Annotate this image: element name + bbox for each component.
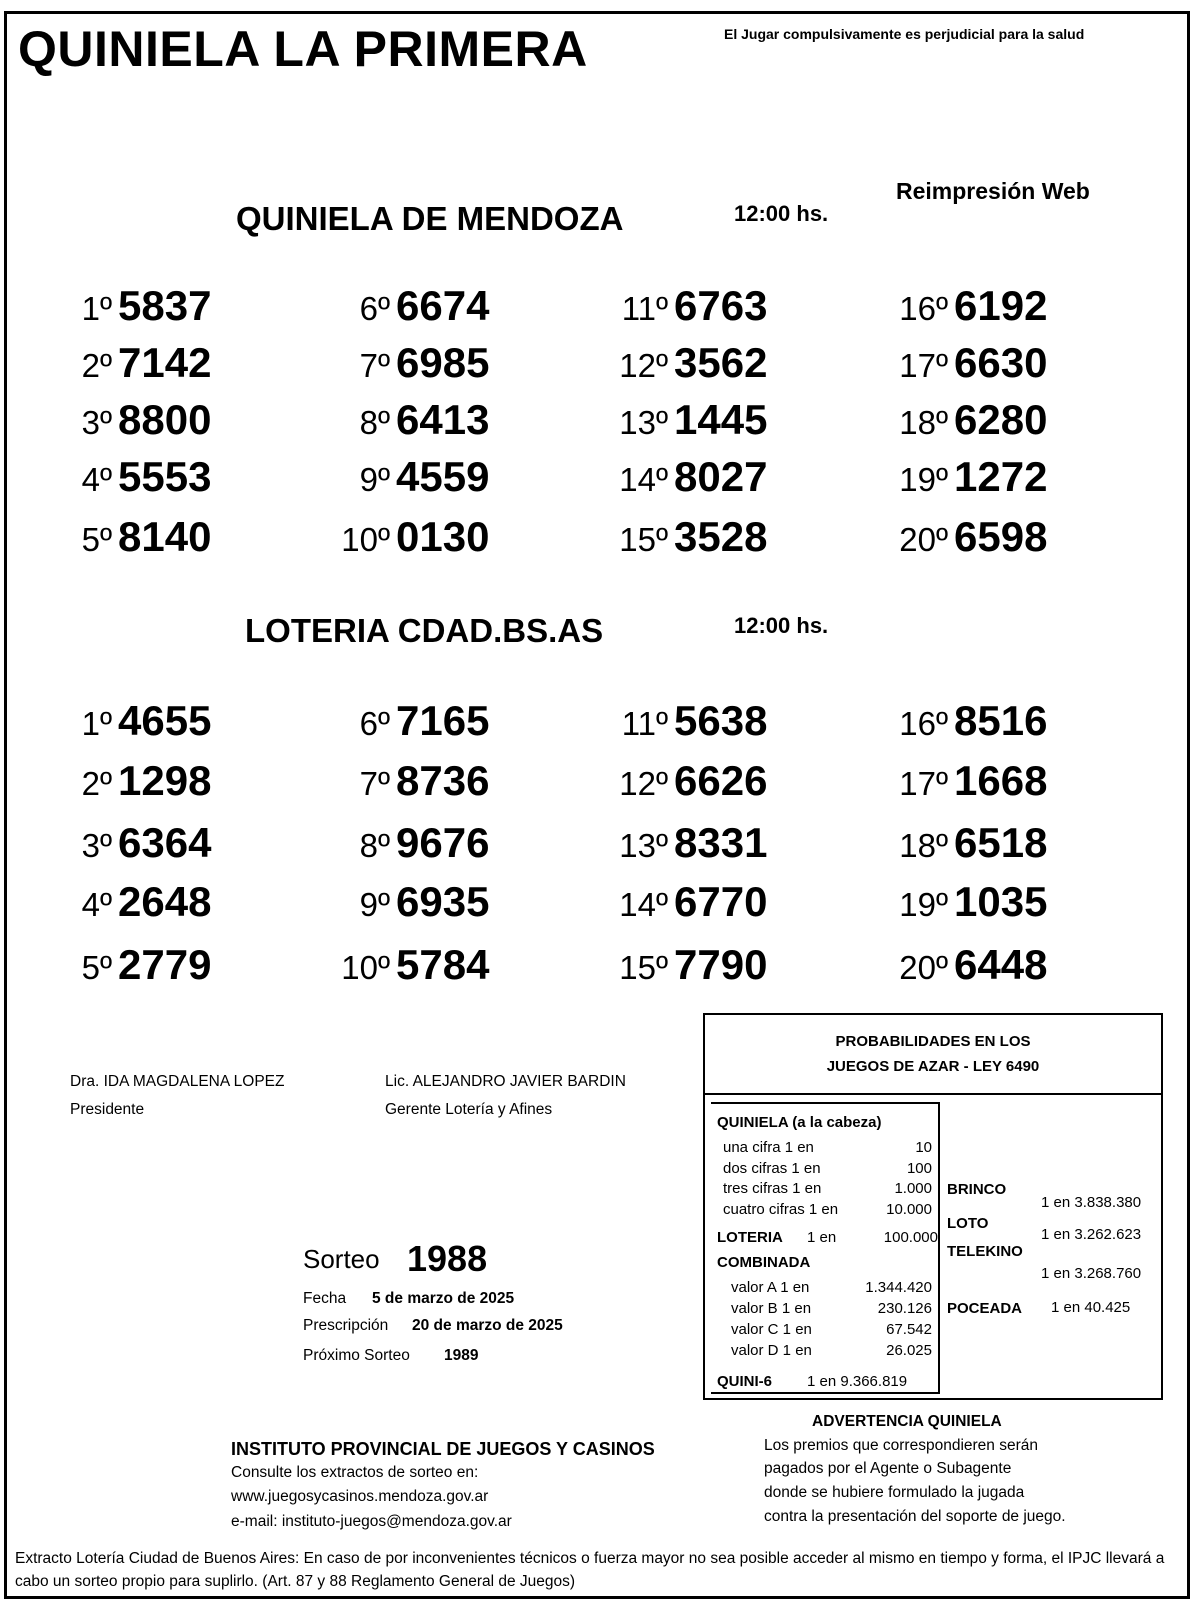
result-position: 19º bbox=[899, 461, 948, 498]
result-number: 6674 bbox=[396, 282, 490, 329]
signature-left-name: Dra. IDA MAGDALENA LOPEZ bbox=[70, 1073, 285, 1090]
result-position: 20º bbox=[899, 949, 948, 986]
result-position: 18º bbox=[899, 404, 948, 441]
mendoza-section-title: QUINIELA DE MENDOZA bbox=[236, 200, 624, 237]
fecha-label: Fecha bbox=[303, 1290, 347, 1307]
result-position: 2º bbox=[81, 765, 112, 802]
result-cell bbox=[70, 513, 211, 561]
result-position: 19º bbox=[899, 886, 948, 923]
result-number: 6598 bbox=[954, 513, 1048, 560]
result-number: 2779 bbox=[118, 941, 212, 988]
result-position: 1º bbox=[81, 290, 112, 327]
odds-row-label: valor B 1 en bbox=[731, 1300, 812, 1317]
result-position: 11º bbox=[621, 290, 668, 327]
result-number: 8331 bbox=[674, 819, 768, 866]
result-cell bbox=[588, 396, 767, 444]
result-cell bbox=[868, 513, 1047, 561]
odds-row-value: 67.542 bbox=[886, 1321, 932, 1338]
loteria-odds-text: 1 en bbox=[807, 1229, 837, 1246]
signature-left-role: Presidente bbox=[70, 1101, 145, 1118]
result-cell bbox=[588, 757, 767, 805]
result-number: 9676 bbox=[396, 819, 490, 866]
signature-right-role: Gerente Lotería y Afines bbox=[385, 1101, 553, 1118]
result-position: 12º bbox=[619, 765, 668, 802]
result-position: 10º bbox=[341, 521, 390, 558]
result-cell bbox=[310, 282, 489, 330]
result-number: 6763 bbox=[674, 282, 768, 329]
result-cell bbox=[70, 282, 211, 330]
odds-row-label: valor A 1 en bbox=[731, 1279, 810, 1296]
result-cell bbox=[868, 339, 1047, 387]
poceada-odds-label: POCEADA bbox=[947, 1300, 1023, 1317]
loto-odds-value: 1 en 3.262.623 bbox=[1041, 1226, 1142, 1243]
result-number: 6518 bbox=[954, 819, 1048, 866]
result-cell bbox=[310, 878, 489, 926]
result-cell bbox=[310, 697, 489, 745]
sorteo-number: 1988 bbox=[407, 1238, 488, 1279]
odds-row-label: una cifra 1 en bbox=[723, 1139, 814, 1156]
result-cell bbox=[70, 819, 211, 867]
result-number: 1445 bbox=[674, 396, 768, 443]
advertencia-line1: Los premios que correspondieren serán bbox=[764, 1437, 1038, 1454]
probabilities-header bbox=[705, 1015, 1161, 1095]
result-position: 4º bbox=[81, 461, 112, 498]
result-number: 3562 bbox=[674, 339, 768, 386]
fecha-value: 5 de marzo de 2025 bbox=[372, 1290, 515, 1307]
proximo-label: Próximo Sorteo bbox=[303, 1347, 410, 1364]
result-number: 6364 bbox=[118, 819, 212, 866]
sorteo-label: Sorteo bbox=[303, 1244, 380, 1274]
result-position: 9º bbox=[359, 461, 390, 498]
result-cell bbox=[588, 453, 767, 501]
result-cell bbox=[868, 757, 1047, 805]
advertencia-line3: donde se hubiere formulado la jugada bbox=[764, 1484, 1025, 1501]
result-position: 15º bbox=[619, 521, 668, 558]
result-number: 6448 bbox=[954, 941, 1048, 988]
result-position: 11º bbox=[621, 705, 668, 742]
result-cell bbox=[70, 878, 211, 926]
document-title: QUINIELA LA PRIMERA bbox=[18, 21, 588, 77]
result-position: 13º bbox=[619, 827, 668, 864]
telekino-odds-label: TELEKINO bbox=[947, 1243, 1023, 1260]
result-cell bbox=[588, 513, 767, 561]
odds-row-label: valor C 1 en bbox=[731, 1321, 812, 1338]
result-number: 5784 bbox=[396, 941, 490, 988]
result-number: 8516 bbox=[954, 697, 1048, 744]
result-position: 18º bbox=[899, 827, 948, 864]
odds-row-label: valor D 1 en bbox=[731, 1342, 812, 1359]
result-position: 7º bbox=[359, 765, 390, 802]
brinco-odds-value: 1 en 3.838.380 bbox=[1041, 1194, 1142, 1211]
bsas-section-title: LOTERIA CDAD.BS.AS bbox=[245, 612, 604, 649]
result-number: 2648 bbox=[118, 878, 212, 925]
odds-row-value: 1.000 bbox=[894, 1180, 932, 1197]
result-number: 8800 bbox=[118, 396, 212, 443]
result-cell bbox=[868, 282, 1047, 330]
result-position: 17º bbox=[899, 765, 948, 802]
loteria-odds-label: LOTERIA bbox=[717, 1229, 783, 1246]
result-number: 6985 bbox=[396, 339, 490, 386]
odds-row-label: tres cifras 1 en bbox=[723, 1180, 822, 1197]
institute-line1: Consulte los extractos de sorteo en: bbox=[231, 1464, 479, 1481]
result-position: 14º bbox=[619, 886, 668, 923]
result-cell bbox=[588, 282, 767, 330]
result-position: 3º bbox=[81, 827, 112, 864]
result-cell bbox=[588, 878, 767, 926]
result-number: 5638 bbox=[674, 697, 768, 744]
health-warning: El Jugar compulsivamente es perjudicial para la salud bbox=[724, 26, 1085, 42]
result-cell bbox=[70, 339, 211, 387]
advertencia-line2: pagados por el Agente o Subagente bbox=[764, 1460, 1012, 1477]
result-cell bbox=[868, 941, 1047, 989]
result-number: 8027 bbox=[674, 453, 768, 500]
loteria-odds-value: 100.000 bbox=[883, 1229, 938, 1246]
result-cell bbox=[310, 339, 489, 387]
advertencia-line4: contra la presentación del soporte de juego. bbox=[764, 1508, 1066, 1525]
result-cell bbox=[310, 396, 489, 444]
odds-row-value: 26.025 bbox=[886, 1342, 932, 1359]
result-cell bbox=[868, 697, 1047, 745]
result-position: 8º bbox=[359, 827, 390, 864]
result-position: 12º bbox=[619, 347, 668, 384]
result-position: 16º bbox=[899, 705, 948, 742]
advertencia-title: ADVERTENCIA QUINIELA bbox=[812, 1413, 1002, 1430]
result-cell bbox=[310, 757, 489, 805]
result-number: 5553 bbox=[118, 453, 212, 500]
result-position: 9º bbox=[359, 886, 390, 923]
result-position: 1º bbox=[81, 705, 112, 742]
footer-disclaimer: Extracto Lotería Ciudad de Buenos Aires: En caso de por inconvenientes técnicos o fuerza mayor no sea posible acceder al mismo en tiempo y forma, el IPJC llevará a cabo un sorteo propio para suplirlo. (Art. 87 y 88 Reglamento General de Juegos) bbox=[15, 1550, 1165, 1590]
result-position: 13º bbox=[619, 404, 668, 441]
result-number: 4655 bbox=[118, 697, 212, 744]
result-number: 6935 bbox=[396, 878, 490, 925]
probabilities-title-line2: JUEGOS DE AZAR - LEY 6490 bbox=[826, 1058, 1040, 1075]
result-number: 6192 bbox=[954, 282, 1048, 329]
telekino-odds-value: 1 en 3.268.760 bbox=[1041, 1265, 1142, 1282]
quini6-odds-label: QUINI-6 bbox=[717, 1373, 773, 1390]
result-cell bbox=[310, 941, 489, 989]
result-number: 6626 bbox=[674, 757, 768, 804]
result-cell bbox=[310, 453, 489, 501]
result-number: 1298 bbox=[118, 757, 212, 804]
quini6-odds-value: 1 en 9.366.819 bbox=[807, 1373, 908, 1390]
result-cell bbox=[588, 941, 767, 989]
result-number: 7165 bbox=[396, 697, 490, 744]
result-position: 7º bbox=[359, 347, 390, 384]
result-position: 16º bbox=[899, 290, 948, 327]
loto-odds-label: LOTO bbox=[947, 1215, 989, 1232]
result-cell bbox=[70, 453, 211, 501]
result-position: 17º bbox=[899, 347, 948, 384]
probabilities-title-line1: PROBABILIDADES EN LOS bbox=[835, 1033, 1031, 1050]
result-number: 6630 bbox=[954, 339, 1048, 386]
bsas-draw-time: 12:00 hs. bbox=[734, 613, 829, 638]
result-number: 3528 bbox=[674, 513, 768, 560]
result-cell bbox=[70, 941, 211, 989]
quiniela-odds-label: QUINIELA (a la cabeza) bbox=[717, 1114, 882, 1131]
result-position: 10º bbox=[341, 949, 390, 986]
result-position: 4º bbox=[81, 886, 112, 923]
result-number: 8140 bbox=[118, 513, 212, 560]
result-number: 5837 bbox=[118, 282, 212, 329]
odds-row-value: 230.126 bbox=[877, 1300, 932, 1317]
odds-row-value: 100 bbox=[906, 1159, 932, 1177]
result-cell bbox=[868, 453, 1047, 501]
proximo-value: 1989 bbox=[444, 1347, 479, 1364]
reprint-label: Reimpresión Web bbox=[896, 178, 1090, 204]
result-cell bbox=[70, 757, 211, 805]
result-cell bbox=[868, 819, 1047, 867]
odds-row-label: cuatro cifras 1 en bbox=[723, 1200, 839, 1218]
result-number: 7142 bbox=[118, 339, 212, 386]
result-number: 4559 bbox=[396, 453, 490, 500]
result-number: 0130 bbox=[396, 513, 490, 560]
result-position: 5º bbox=[81, 949, 112, 986]
result-position: 6º bbox=[359, 705, 390, 742]
odds-row-value: 10.000 bbox=[886, 1200, 932, 1218]
result-cell bbox=[588, 697, 767, 745]
result-cell bbox=[70, 396, 211, 444]
institute-website: www.juegosycasinos.mendoza.gov.ar bbox=[231, 1488, 489, 1505]
institute-email: e-mail: instituto-juegos@mendoza.gov.ar bbox=[231, 1513, 512, 1530]
result-number: 1035 bbox=[954, 878, 1048, 925]
result-number: 6280 bbox=[954, 396, 1048, 443]
result-number: 1668 bbox=[954, 757, 1048, 804]
odds-row-value: 10 bbox=[915, 1139, 932, 1156]
signature-right-name: Lic. ALEJANDRO JAVIER BARDIN bbox=[385, 1073, 626, 1090]
result-cell bbox=[70, 697, 211, 745]
result-position: 5º bbox=[81, 521, 112, 558]
result-position: 3º bbox=[81, 404, 112, 441]
result-cell bbox=[310, 513, 489, 561]
result-cell bbox=[310, 819, 489, 867]
odds-row-value: 1.344.420 bbox=[865, 1279, 932, 1296]
result-number: 1272 bbox=[954, 453, 1048, 500]
combinada-odds-label: COMBINADA bbox=[717, 1254, 811, 1271]
result-number: 8736 bbox=[396, 757, 490, 804]
mendoza-draw-time: 12:00 hs. bbox=[734, 201, 829, 226]
prescripcion-label: Prescripción bbox=[303, 1317, 389, 1334]
result-number: 7790 bbox=[674, 941, 768, 988]
result-position: 14º bbox=[619, 461, 668, 498]
institute-name: INSTITUTO PROVINCIAL DE JUEGOS Y CASINOS bbox=[231, 1439, 655, 1459]
odds-row-label: dos cifras 1 en bbox=[723, 1159, 821, 1177]
result-position: 15º bbox=[619, 949, 668, 986]
result-number: 6770 bbox=[674, 878, 768, 925]
result-cell bbox=[588, 339, 767, 387]
probabilities-box bbox=[703, 1013, 1163, 1400]
brinco-odds-label: BRINCO bbox=[947, 1181, 1007, 1198]
result-position: 20º bbox=[899, 521, 948, 558]
result-position: 8º bbox=[359, 404, 390, 441]
result-position: 6º bbox=[359, 290, 390, 327]
result-cell bbox=[868, 396, 1047, 444]
probabilities-left-panel bbox=[711, 1102, 940, 1394]
poceada-odds-value: 1 en 40.425 bbox=[1051, 1299, 1131, 1316]
result-cell bbox=[588, 819, 767, 867]
result-number: 6413 bbox=[396, 396, 490, 443]
result-cell bbox=[868, 878, 1047, 926]
prescripcion-value: 20 de marzo de 2025 bbox=[412, 1317, 563, 1334]
result-position: 2º bbox=[81, 347, 112, 384]
